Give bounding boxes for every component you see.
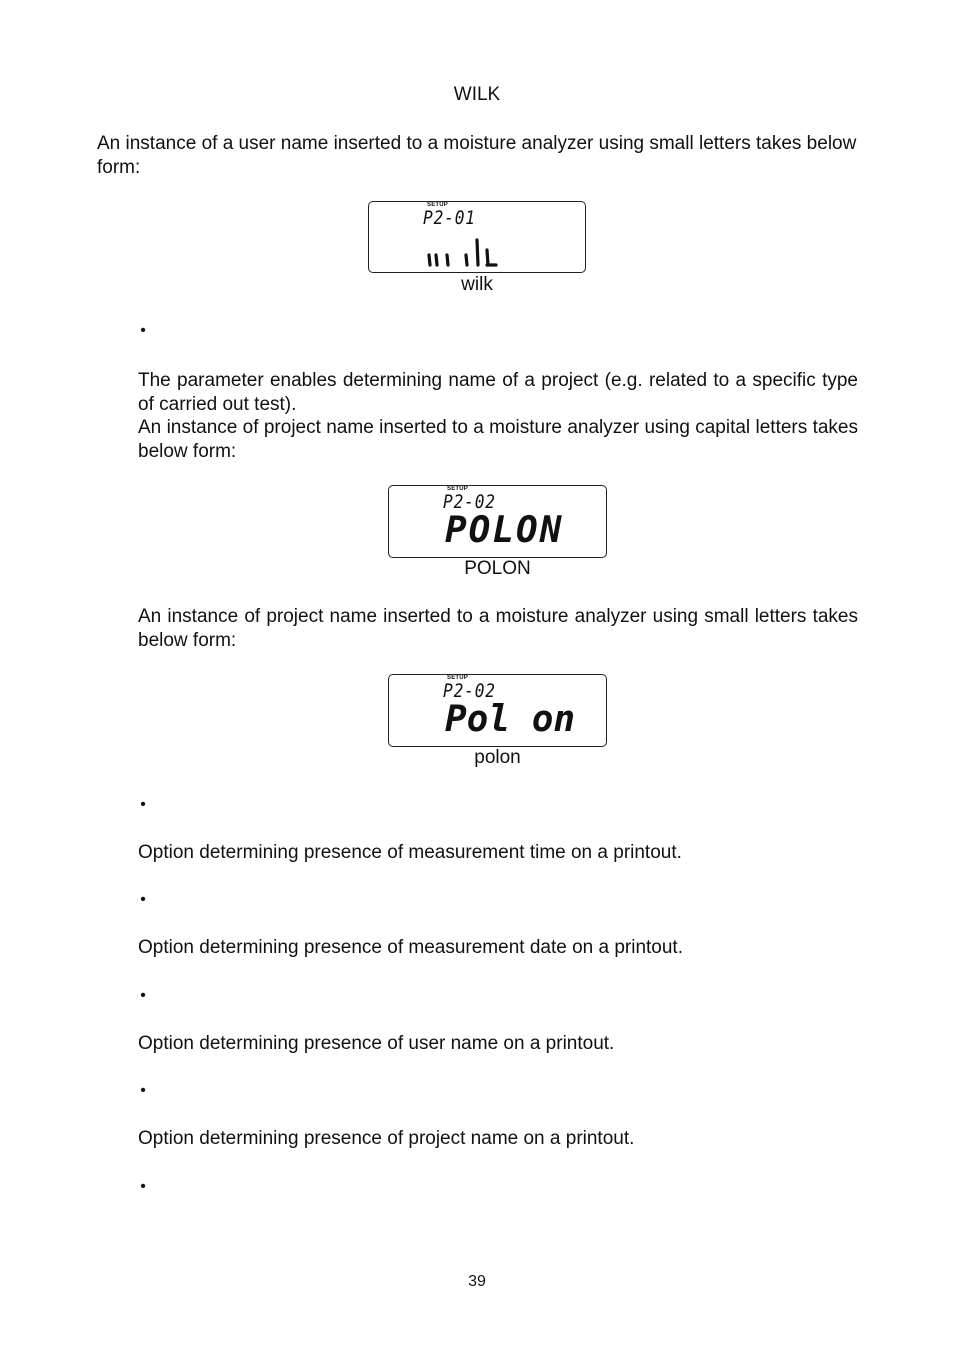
lcd-parameter-code: P2-02	[443, 680, 496, 702]
lcd-parameter-code: P2-02	[443, 491, 496, 513]
option-user-description: Option determining presence of user name on a printout.	[138, 1033, 615, 1054]
lcd-setup-label: SETUP	[447, 486, 469, 492]
lcd-caption-wilk: wilk	[461, 274, 493, 295]
bullet: •	[140, 987, 146, 1004]
bullet: •	[140, 796, 146, 813]
lcd-display-user-small	[368, 201, 586, 273]
bullet: •	[140, 1082, 146, 1099]
paragraph-project-description: The parameter enables determining name of a project (e.g. related to a specific type of carried out test).	[138, 370, 858, 415]
lcd-segment-text-wilk	[369, 202, 587, 274]
option-time-description: Option determining presence of measurement time on a printout.	[138, 842, 682, 863]
lcd-display-project-capital	[388, 485, 607, 558]
paragraph-project-capital-letters: An instance of project name inserted to a moisture analyzer using capital letters takes below form:	[138, 417, 858, 462]
lcd-parameter-code: P2-01	[423, 207, 476, 229]
page-number: 39	[468, 1273, 486, 1290]
lcd-main-text: POLON	[445, 510, 564, 551]
lcd-main-text: Pol on	[445, 699, 576, 740]
lcd-display-project-small	[388, 674, 607, 747]
bullet: •	[140, 322, 146, 339]
bullet: •	[140, 1178, 146, 1195]
paragraph-user-small-letters: An instance of a user name inserted to a moisture analyzer using small letters takes below form:	[97, 133, 857, 178]
heading-word: WILK	[453, 84, 501, 105]
lcd-caption-polon-small: polon	[474, 747, 521, 768]
option-project-description: Option determining presence of project name on a printout.	[138, 1128, 635, 1149]
option-date-description: Option determining presence of measurement date on a printout.	[138, 937, 683, 958]
lcd-caption-polon-capital: POLON	[464, 558, 531, 579]
bullet: •	[140, 891, 146, 908]
paragraph-project-small-letters: An instance of project name inserted to a moisture analyzer using small letters takes below form:	[138, 606, 858, 651]
lcd-setup-label: SETUP	[427, 202, 449, 208]
lcd-setup-label: SETUP	[447, 675, 469, 681]
